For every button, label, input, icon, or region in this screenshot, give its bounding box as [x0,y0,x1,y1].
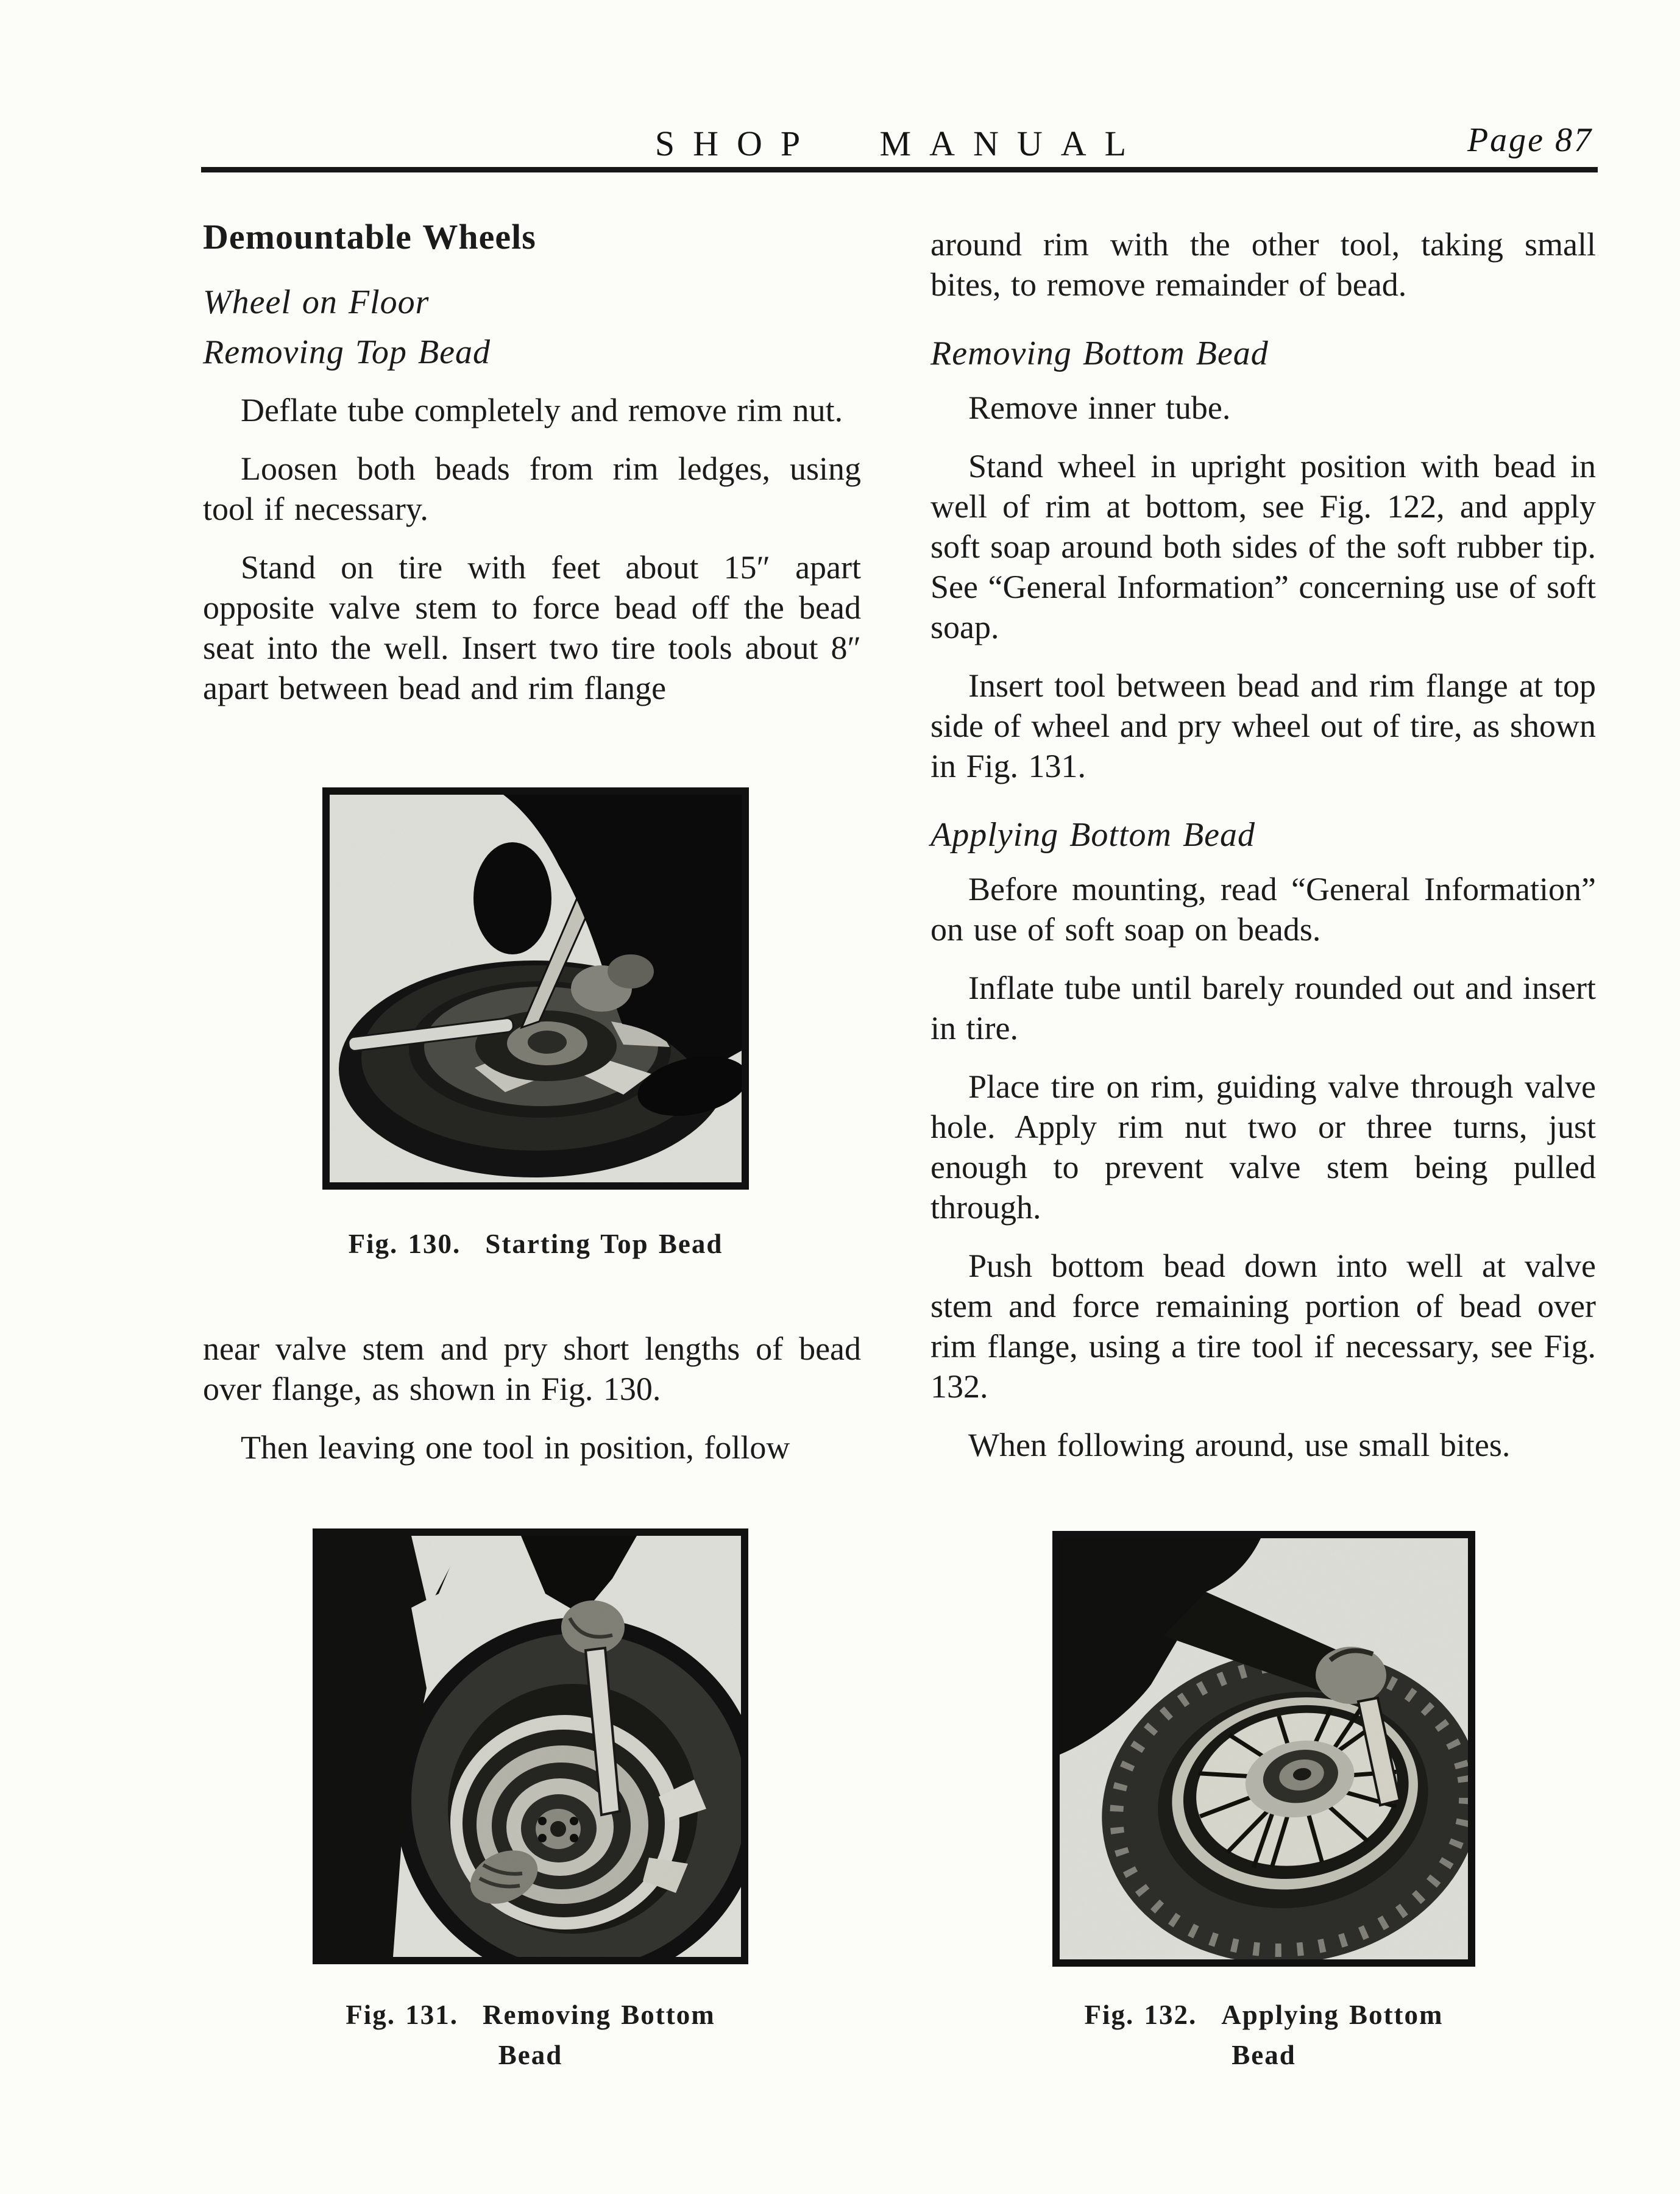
page-title: SHOP MANUAL [654,124,1145,163]
figure-131-title: Removing Bottom Bead [483,2000,715,2070]
figure-131-caption [313,1995,748,2075]
figure-131 [313,1528,748,2075]
subheading-wheel-on-floor: Wheel on Floor [203,283,430,321]
paragraph: Insert tool between bead and rim flange at top side of wheel and pry wheel out of tire, as shown in Fig. 131. [930,667,1596,784]
section-heading: Demountable Wheels [203,217,536,257]
figure-130-caption [322,1224,749,1264]
figure-132-title: Applying Bottom Bead [1221,2000,1444,2070]
paragraph: Stand on tire with feet about 15″ apart opposite valve stem to force bead off the bead seat into the well. Insert two tire tools about 8″ apart between bead and rim flange [203,549,861,706]
subheading-applying-bottom-bead: Applying Bottom Bead [930,816,1256,854]
paragraph: Remove inner tube. [968,389,1231,426]
removing-bottom-bead-illustration [320,1536,741,1957]
figure-132 [1052,1531,1475,2075]
subheading-removing-top-bead: Removing Top Bead [203,333,491,371]
starting-top-bead-illustration [330,795,742,1182]
figure-131-photo [313,1528,748,1964]
page-number: Page 87 [1467,121,1593,159]
figure-130 [322,787,749,1264]
paragraph: Loosen both beads from rim ledges, using tool if necessary. [203,450,861,527]
right-column [930,215,1596,2075]
paragraph: around rim with the other tool, taking small bites, to remove remainder of bead. [930,226,1596,303]
paragraph: Before mounting, read “General Information” on use of soft soap on beads. [930,871,1596,948]
paragraph: Inflate tube until barely rounded out and insert in tire. [930,970,1596,1046]
figure-130-label: Fig. 130. [348,1229,461,1259]
paragraph: Push bottom bead down into well at valve stem and force remaining portion of bead over rim flange, using a tire tool if necessary, see Fig. 132. [930,1248,1596,1405]
paragraph: Place tire on rim, guiding valve through valve hole. Apply rim nut two or three turns, just enough to prevent valve stem being pulled through. [930,1068,1596,1226]
figure-132-label: Fig. 132. [1084,2000,1197,2030]
paragraph: Then leaving one tool in position, follow [241,1429,790,1466]
figure-132-photo [1052,1531,1475,1967]
subheading-removing-bottom-bead: Removing Bottom Bead [930,335,1269,372]
figure-130-title: Starting Top Bead [485,1229,723,1259]
figure-131-label: Fig. 131. [346,2000,459,2030]
header-rule [201,167,1598,172]
paragraph: Stand wheel in upright position with bead in well of rim at bottom, see Fig. 122, and apply soft soap around both sides of the soft rubber tip. See “General Information” concerning use of soft soap. [930,448,1596,645]
left-column [203,215,861,2075]
figure-132-caption [1052,1995,1475,2075]
paragraph: near valve stem and pry short lengths of bead over flange, as shown in Fig. 130. [203,1330,861,1407]
paragraph: When following around, use small bites. [968,1427,1511,1463]
figure-130-photo [322,787,749,1190]
page-header [203,119,1597,165]
paragraph: Deflate tube completely and remove rim nut. [241,392,843,428]
applying-bottom-bead-illustration [1060,1538,1468,1959]
